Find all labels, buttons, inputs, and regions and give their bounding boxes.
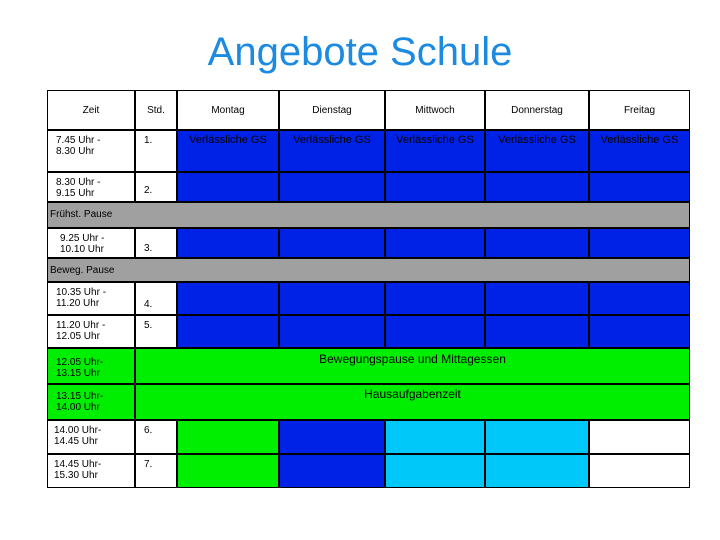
lesson-cell [279,420,385,454]
std-cell: 5. [135,315,177,348]
time-end: 15.30 Uhr [54,470,98,481]
lesson-cell [279,454,385,488]
lesson-cell [177,315,279,348]
lesson-cell [589,315,690,348]
lesson-cell [177,420,279,454]
time-cell [47,228,135,258]
mittagessen-span: Bewegungspause und Mittagessen [135,348,690,384]
lesson-cell [177,172,279,202]
header-donnerstag: Donnerstag [485,90,589,130]
verlaessliche-gs-montag: Verlässliche GS [177,130,279,172]
time-cell [47,420,135,454]
verlaessliche-gs-mittwoch: Verlässliche GS [385,130,485,172]
time-end: 13.15 Uhr [56,368,100,379]
time-cell [47,348,135,384]
time-start: 12.05 Uhr- [56,357,104,368]
time-cell [47,172,135,202]
time-cell [47,282,135,315]
time-start: 14.00 Uhr- [54,425,102,436]
lesson-cell [385,282,485,315]
time-start: 7.45 Uhr - [56,135,101,146]
lesson-cell [177,228,279,258]
header-freitag: Freitag [589,90,690,130]
lesson-cell [485,420,589,454]
hausaufgaben-span: Hausaufgabenzeit [135,384,690,420]
lesson-cell [279,172,385,202]
lesson-cell [485,282,589,315]
lesson-cell [279,315,385,348]
pause-bewegung: Beweg. Pause [47,258,690,282]
verlaessliche-gs-dienstag: Verlässliche GS [279,130,385,172]
lesson-cell [485,454,589,488]
lesson-cell [385,315,485,348]
header-zeit: Zeit [47,90,135,130]
time-cell [47,130,135,172]
time-start: 8.30 Uhr - [56,177,101,188]
lesson-cell [485,172,589,202]
std-cell: 4. [135,282,177,315]
lesson-cell [589,454,690,488]
lesson-cell [385,454,485,488]
lesson-cell [589,420,690,454]
time-end: 8.30 Uhr [56,146,95,157]
time-end: 10.10 Uhr [60,244,104,255]
lesson-cell [385,172,485,202]
time-end: 14.45 Uhr [54,436,98,447]
lesson-cell [279,228,385,258]
time-end: 11.20 Uhr [56,298,100,309]
verlaessliche-gs-donnerstag: Verlässliche GS [485,130,589,172]
std-cell: 6. [135,420,177,454]
lesson-cell [589,228,690,258]
timetable [47,90,690,490]
time-end: 9.15 Uhr [56,188,95,199]
lesson-cell [589,172,690,202]
time-start: 13.15 Uhr- [56,391,104,402]
std-cell: 2. [135,172,177,202]
page-title: Angebote Schule [207,30,513,74]
lesson-cell [177,454,279,488]
time-cell [47,454,135,488]
time-start: 11.20 Uhr - [56,320,106,331]
lesson-cell [385,420,485,454]
verlaessliche-gs-freitag: Verlässliche GS [589,130,690,172]
time-start: 14.45 Uhr- [54,459,102,470]
lesson-cell [485,228,589,258]
time-end: 12.05 Uhr [56,331,100,342]
lesson-cell [485,315,589,348]
time-cell [47,384,135,420]
time-end: 14.00 Uhr [56,402,100,413]
pause-fruehstueck: Frühst. Pause [47,202,690,228]
std-cell: 3. [135,228,177,258]
time-start: 10.35 Uhr - [56,287,107,298]
header-dienstag: Dienstag [279,90,385,130]
header-montag: Montag [177,90,279,130]
lesson-cell [589,282,690,315]
std-cell: 7. [135,454,177,488]
lesson-cell [177,282,279,315]
time-start: 9.25 Uhr - [60,233,105,244]
lesson-cell [279,282,385,315]
header-std: Std. [135,90,177,130]
time-cell [47,315,135,348]
lesson-cell [385,228,485,258]
std-cell: 1. [135,130,177,172]
header-mittwoch: Mittwoch [385,90,485,130]
